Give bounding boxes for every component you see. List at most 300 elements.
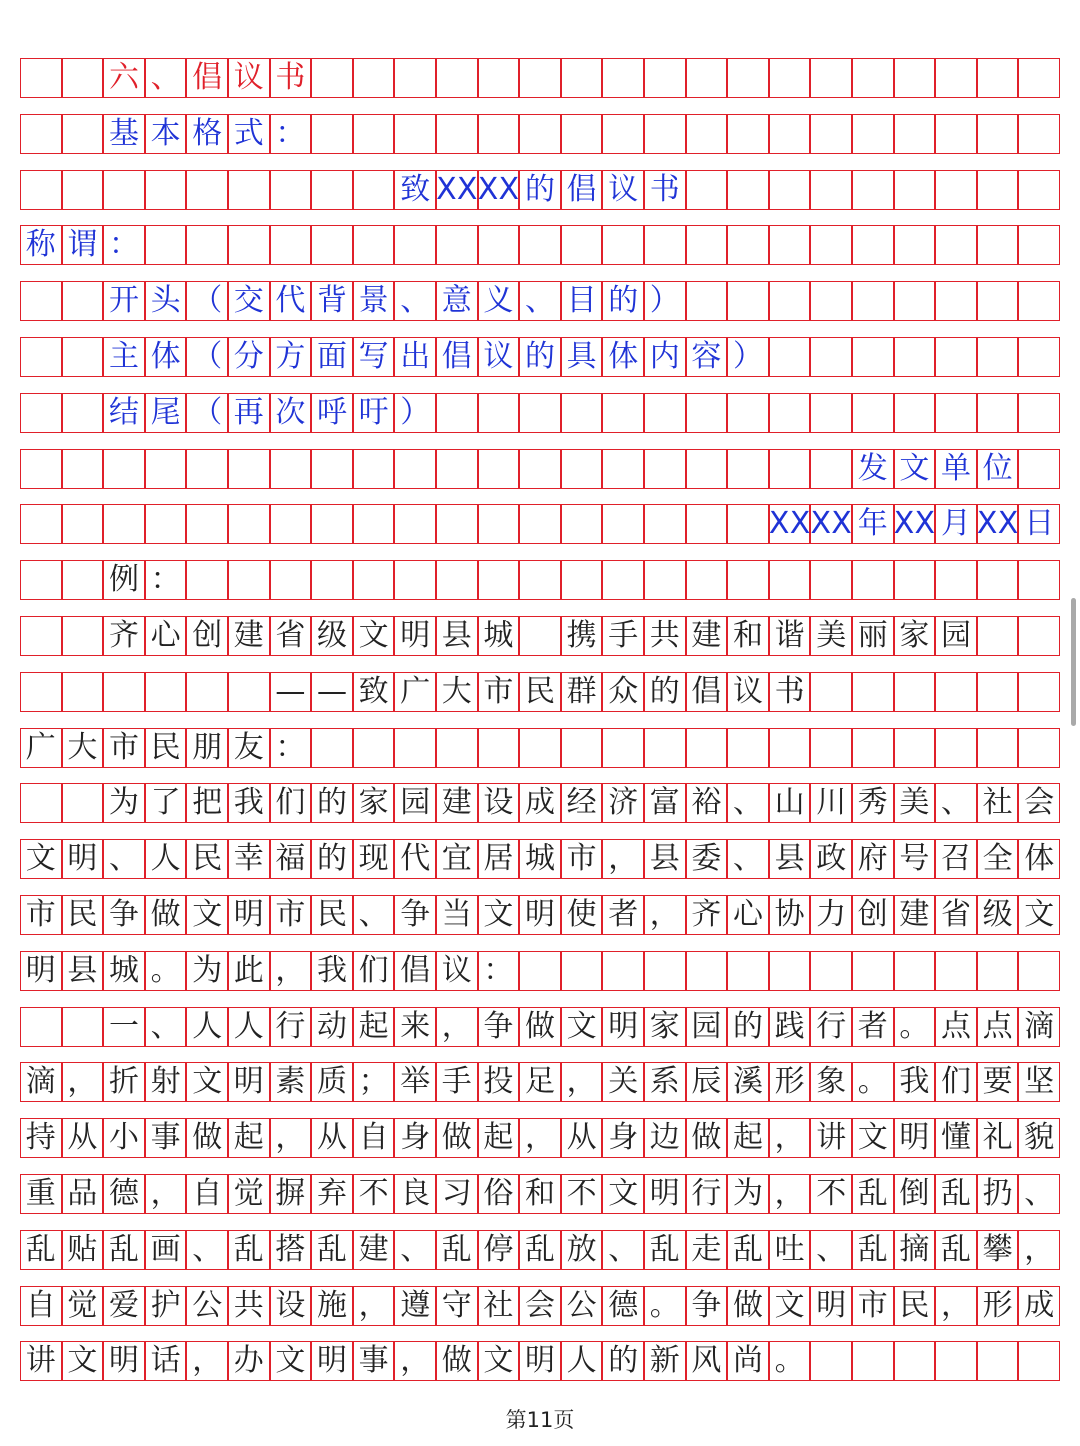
grid-glyph: 召: [940, 841, 971, 877]
grid-glyph: 设: [483, 785, 514, 821]
grid-glyph: 系: [649, 1064, 680, 1100]
grid-glyph: 书: [774, 673, 805, 709]
grid-cell: [852, 170, 894, 210]
grid-glyph: 年: [857, 506, 888, 542]
grid-cell: [810, 560, 852, 600]
grid-cell: [644, 728, 686, 768]
grid-glyph: 明: [816, 1287, 847, 1323]
grid-glyph: 们: [940, 1064, 971, 1100]
grid-cell: [270, 504, 312, 544]
grid-glyph: 形: [982, 1287, 1013, 1323]
grid-glyph: 身: [400, 1120, 431, 1156]
example-body-row: [20, 951, 1060, 991]
grid-glyph: 市: [857, 1287, 888, 1323]
grid-glyph: 、: [192, 1231, 223, 1267]
grid-cell: [436, 728, 478, 768]
grid-cell: [1018, 560, 1060, 600]
grid-glyph: 乱: [940, 1231, 971, 1267]
grid-glyph: 体: [150, 339, 181, 374]
grid-cell: [62, 672, 104, 712]
grid-cell: [394, 225, 436, 265]
grid-glyph: 经: [566, 785, 597, 821]
grid-cell: [519, 504, 561, 544]
grid-cell: [686, 728, 728, 768]
grid-cell: [935, 672, 977, 712]
grid-glyph: 齐: [691, 897, 722, 932]
grid-cell: [977, 728, 1019, 768]
grid-glyph: 民: [67, 897, 98, 932]
grid-cell: [311, 58, 353, 98]
grid-cell: [686, 225, 728, 265]
grid-glyph: 明: [608, 1008, 639, 1044]
grid-glyph: 争: [400, 897, 431, 932]
grid-glyph: 明: [524, 1343, 555, 1379]
template-ending-row: [20, 393, 1060, 433]
grid-cell: [228, 672, 270, 712]
grid-glyph: 文: [358, 618, 389, 653]
grid-cell: [810, 225, 852, 265]
grid-glyph: 。: [857, 1064, 888, 1100]
template-issuer-row: [20, 449, 1060, 489]
grid-cell: [436, 393, 478, 433]
grid-glyph: 不: [816, 1176, 847, 1211]
grid-cell: [602, 393, 644, 433]
grid-glyph: ，: [275, 1120, 306, 1156]
grid-glyph: 觉: [233, 1176, 264, 1211]
grid-glyph: 行: [816, 1008, 847, 1044]
grid-cell: [602, 728, 644, 768]
grid-glyph: 公: [192, 1287, 223, 1323]
grid-cell: [20, 58, 62, 98]
grid-glyph: 和: [732, 618, 763, 653]
grid-glyph: 建: [358, 1231, 389, 1267]
grid-glyph: 事: [358, 1343, 389, 1379]
grid-glyph: 文: [25, 841, 56, 877]
grid-cell: [977, 951, 1019, 991]
grid-cell: [894, 951, 936, 991]
grid-glyph: 文: [483, 897, 514, 932]
grid-cell: [353, 170, 395, 210]
grid-glyph: 争: [483, 1008, 514, 1044]
grid-glyph: 倡: [566, 171, 597, 207]
grid-cell: [894, 225, 936, 265]
grid-cell: [62, 170, 104, 210]
grid-glyph: 倡: [400, 952, 431, 988]
grid-glyph: 此: [233, 952, 264, 988]
grid-cell: [1018, 393, 1060, 433]
grid-cell: [1018, 170, 1060, 210]
grid-glyph: 朋: [192, 729, 223, 765]
grid-glyph: 民: [899, 1287, 930, 1323]
grid-glyph: 摒: [275, 1176, 306, 1211]
grid-glyph: 争: [108, 897, 139, 932]
grid-glyph: 结: [108, 394, 139, 430]
grid-glyph: 懂: [940, 1120, 971, 1156]
grid-cell: [935, 170, 977, 210]
grid-cell: [852, 1341, 894, 1381]
grid-cell: [478, 504, 520, 544]
grid-glyph: 呼: [316, 394, 347, 430]
grid-cell: [103, 504, 145, 544]
section-title-row: [20, 58, 1060, 98]
grid-glyph: 们: [275, 785, 306, 821]
grid-glyph: 乱: [940, 1176, 971, 1211]
grid-glyph: 城: [524, 841, 555, 877]
grid-cell: [602, 449, 644, 489]
grid-cell: [894, 1341, 936, 1381]
example-body-row: [20, 1286, 1060, 1326]
grid-cell: [894, 560, 936, 600]
example-body-row: [20, 1118, 1060, 1158]
grid-glyph: 创: [857, 897, 888, 932]
grid-cell: [644, 58, 686, 98]
grid-glyph: 景: [358, 283, 389, 319]
grid-cell: [727, 281, 769, 321]
grid-cell: [311, 560, 353, 600]
grid-glyph: 义: [483, 283, 514, 319]
grid-cell: [394, 560, 436, 600]
grid-cell: [769, 449, 811, 489]
grid-cell: [727, 951, 769, 991]
grid-glyph: 放: [566, 1231, 597, 1267]
grid-glyph: 广: [25, 729, 56, 765]
grid-glyph: 出: [400, 339, 431, 374]
grid-cell: [935, 114, 977, 154]
grid-cell: [769, 281, 811, 321]
grid-glyph: 、: [940, 785, 971, 821]
grid-glyph: 市: [25, 897, 56, 932]
grid-cell: [270, 225, 312, 265]
grid-glyph: 谓: [67, 227, 98, 263]
grid-glyph: 全: [982, 841, 1013, 877]
grid-glyph: 明: [108, 1343, 139, 1379]
grid-glyph: 明: [899, 1120, 930, 1156]
grid-glyph: 次: [275, 394, 306, 430]
example-salutation-row: [20, 728, 1060, 768]
grid-glyph: ，: [774, 1120, 805, 1156]
grid-cell: [769, 114, 811, 154]
grid-glyph: 德: [108, 1176, 139, 1211]
grid-glyph: 起: [732, 1120, 763, 1156]
grid-cell: [602, 225, 644, 265]
grid-glyph: 社: [982, 785, 1013, 821]
example-body-row: [20, 1341, 1060, 1381]
grid-glyph: 为: [192, 952, 223, 988]
grid-glyph: ：: [108, 227, 139, 263]
grid-glyph: 手: [608, 618, 639, 653]
grid-glyph: 幸: [233, 841, 264, 877]
grid-glyph: 貌: [1024, 1120, 1055, 1156]
grid-cell: [935, 58, 977, 98]
grid-glyph: 走: [691, 1231, 722, 1267]
grid-glyph: 会: [1024, 785, 1055, 821]
grid-glyph: ，: [608, 841, 639, 877]
grid-cell: [561, 114, 603, 154]
grid-cell: [977, 114, 1019, 154]
grid-glyph: 画: [150, 1231, 181, 1267]
grid-glyph: 主: [108, 339, 139, 374]
grid-glyph: —: [275, 673, 306, 709]
grid-cell: [727, 728, 769, 768]
grid-glyph: ，: [1024, 1231, 1055, 1267]
grid-cell: [977, 616, 1019, 656]
grid-glyph: 创: [192, 618, 223, 653]
grid-glyph: 宜: [441, 841, 472, 877]
example-body-row: [20, 1230, 1060, 1270]
grid-glyph: 讲: [25, 1343, 56, 1379]
grid-cell: [394, 114, 436, 154]
grid-glyph: 市: [566, 841, 597, 877]
grid-glyph: 民: [150, 729, 181, 765]
grid-cell: [62, 783, 104, 823]
grid-glyph: 分: [233, 339, 264, 374]
grid-glyph: 心: [732, 897, 763, 932]
grid-glyph: 文: [857, 1120, 888, 1156]
grid-glyph: 做: [441, 1343, 472, 1379]
grid-glyph: ，: [441, 1008, 472, 1044]
grid-glyph: 议: [732, 673, 763, 709]
grid-glyph: 背: [316, 283, 347, 319]
grid-cell: [145, 504, 187, 544]
page-number: 第11页: [505, 1408, 575, 1432]
grid-glyph: 体: [1024, 841, 1055, 877]
grid-cell: [1018, 449, 1060, 489]
grid-glyph: 乱: [441, 1231, 472, 1267]
grid-glyph: 习: [441, 1176, 472, 1211]
grid-cell: [561, 393, 603, 433]
grid-glyph: 美: [899, 785, 930, 821]
grid-glyph: 来: [400, 1008, 431, 1044]
grid-glyph: 议: [608, 171, 639, 207]
grid-cell: [727, 58, 769, 98]
grid-cell: [686, 58, 728, 98]
grid-cell: [810, 170, 852, 210]
grid-glyph: 良: [400, 1176, 431, 1211]
grid-glyph: 使: [566, 897, 597, 932]
grid-glyph: 觉: [67, 1287, 98, 1323]
grid-glyph: 再: [233, 394, 264, 430]
grid-glyph: 边: [649, 1120, 680, 1156]
grid-glyph: 明: [400, 618, 431, 653]
grid-glyph: 园: [691, 1008, 722, 1044]
grid-glyph: 护: [150, 1287, 181, 1323]
grid-cell: [686, 393, 728, 433]
grid-glyph: 的: [316, 785, 347, 821]
grid-glyph: ，: [67, 1064, 98, 1100]
scrollbar-thumb[interactable]: [1071, 598, 1076, 726]
grid-glyph: 协: [774, 897, 805, 932]
grid-glyph: 省: [275, 618, 306, 653]
grid-glyph: 写: [358, 339, 389, 374]
grid-cell: [852, 281, 894, 321]
grid-cell: [852, 728, 894, 768]
grid-glyph: 文: [566, 1008, 597, 1044]
grid-glyph: 的: [524, 339, 555, 374]
grid-glyph: 居: [483, 841, 514, 877]
grid-cell: [478, 114, 520, 154]
grid-cell: [519, 560, 561, 600]
grid-glyph: 秀: [857, 785, 888, 821]
grid-glyph: 意: [441, 283, 472, 319]
grid-cell: [20, 672, 62, 712]
grid-cell: [977, 58, 1019, 98]
grid-glyph: 发: [857, 450, 888, 486]
grid-glyph: 成: [524, 785, 555, 821]
grid-cell: [769, 58, 811, 98]
grid-cell: [894, 672, 936, 712]
grid-glyph: 、: [150, 1008, 181, 1044]
template-date-row: [20, 504, 1060, 544]
grid-glyph: X: [477, 171, 499, 207]
grid-glyph: 、: [150, 60, 181, 95]
grid-cell: [20, 114, 62, 154]
grid-cell: [1018, 58, 1060, 98]
grid-glyph: 倡: [691, 673, 722, 709]
grid-glyph: 把: [192, 785, 223, 821]
example-body-row: [20, 1174, 1060, 1214]
grid-glyph: 争: [691, 1287, 722, 1323]
grid-glyph: 省: [940, 897, 971, 932]
grid-cell: [686, 449, 728, 489]
grid-cell: [62, 337, 104, 377]
grid-cell: [977, 337, 1019, 377]
grid-glyph: 乱: [524, 1231, 555, 1267]
grid-glyph: 礼: [982, 1120, 1013, 1156]
grid-cell: [519, 58, 561, 98]
grid-glyph: 体: [608, 339, 639, 374]
grid-cell: [436, 58, 478, 98]
grid-glyph: 城: [108, 952, 139, 988]
grid-glyph: 六: [108, 60, 139, 95]
grid-glyph: 风: [691, 1343, 722, 1379]
grid-glyph: 足: [524, 1064, 555, 1100]
grid-glyph: 家: [649, 1008, 680, 1044]
grid-glyph: 式: [233, 115, 264, 151]
grid-glyph: ：: [150, 562, 181, 598]
grid-glyph: X: [831, 506, 852, 542]
grid-glyph: 乱: [108, 1231, 139, 1267]
grid-cell: [228, 225, 270, 265]
grid-glyph: 内: [649, 339, 680, 374]
grid-cell: [644, 504, 686, 544]
grid-cell: [478, 393, 520, 433]
grid-glyph: 明: [67, 841, 98, 877]
grid-glyph: 做: [524, 1008, 555, 1044]
grid-glyph: 交: [233, 283, 264, 319]
grid-cell: [311, 114, 353, 154]
example-title-row: [20, 616, 1060, 656]
grid-glyph: 家: [358, 785, 389, 821]
grid-cell: [311, 225, 353, 265]
grid-glyph: 文: [192, 897, 223, 932]
grid-cell: [644, 951, 686, 991]
grid-glyph: 目: [566, 283, 597, 319]
grid-glyph: 乱: [732, 1231, 763, 1267]
grid-glyph: 明: [524, 897, 555, 932]
grid-glyph: 、: [1024, 1176, 1055, 1211]
grid-glyph: X: [789, 506, 811, 542]
grid-glyph: ：: [483, 952, 514, 988]
grid-glyph: 具: [566, 339, 597, 374]
grid-glyph: 。: [899, 1008, 930, 1044]
grid-cell: [145, 449, 187, 489]
grid-glyph: 的: [316, 841, 347, 877]
grid-glyph: 事: [150, 1120, 181, 1156]
grid-cell: [561, 728, 603, 768]
grid-cell: [353, 58, 395, 98]
grid-glyph: 共: [233, 1287, 264, 1323]
grid-glyph: 县: [649, 841, 680, 877]
grid-glyph: 级: [982, 897, 1013, 932]
template-salutation-row: [20, 225, 1060, 265]
grid-glyph: 建: [899, 897, 930, 932]
grid-glyph: 者: [608, 897, 639, 932]
grid-cell: [810, 281, 852, 321]
grid-glyph: X: [893, 506, 915, 542]
template-heading-row: [20, 114, 1060, 154]
grid-cell: [20, 449, 62, 489]
grid-cell: [602, 560, 644, 600]
grid-glyph: ，: [192, 1343, 223, 1379]
grid-cell: [353, 504, 395, 544]
grid-glyph: 倡: [192, 60, 223, 95]
grid-cell: [62, 560, 104, 600]
grid-cell: [977, 281, 1019, 321]
grid-cell: [20, 1007, 62, 1047]
grid-glyph: 容: [691, 339, 722, 374]
grid-cell: [769, 728, 811, 768]
grid-cell: [561, 58, 603, 98]
grid-glyph: 月: [940, 506, 971, 542]
grid-glyph: 不: [358, 1176, 389, 1211]
grid-cell: [62, 616, 104, 656]
grid-glyph: 、: [358, 897, 389, 932]
grid-glyph: ，: [649, 897, 680, 932]
grid-glyph: 县: [441, 618, 472, 653]
grid-glyph: 的: [524, 171, 555, 207]
grid-cell: [935, 560, 977, 600]
grid-cell: [561, 225, 603, 265]
grid-cell: [686, 560, 728, 600]
grid-glyph: X: [810, 506, 832, 542]
grid-glyph: X: [768, 506, 790, 542]
grid-glyph: 。: [649, 1287, 680, 1323]
grid-cell: [686, 504, 728, 544]
grid-glyph: 滴: [25, 1064, 56, 1100]
grid-glyph: 丽: [857, 618, 888, 653]
grid-glyph: 重: [25, 1176, 56, 1211]
grid-glyph: 明: [233, 897, 264, 932]
grid-cell: [519, 951, 561, 991]
example-body-row: [20, 1007, 1060, 1047]
grid-cell: [478, 449, 520, 489]
grid-glyph: 自: [192, 1176, 223, 1211]
grid-cell: [311, 449, 353, 489]
grid-glyph: 文: [483, 1343, 514, 1379]
grid-cell: [145, 170, 187, 210]
grid-glyph: 人: [566, 1343, 597, 1379]
grid-glyph: 建: [441, 785, 472, 821]
grid-cell: [810, 728, 852, 768]
grid-glyph: 、: [108, 841, 139, 877]
grid-glyph: 溪: [732, 1064, 763, 1100]
grid-glyph: 坚: [1024, 1064, 1055, 1100]
grid-cell: [145, 225, 187, 265]
grid-cell: [1018, 1341, 1060, 1381]
grid-glyph: 践: [774, 1008, 805, 1044]
grid-glyph: ，: [566, 1064, 597, 1100]
grid-cell: [644, 225, 686, 265]
